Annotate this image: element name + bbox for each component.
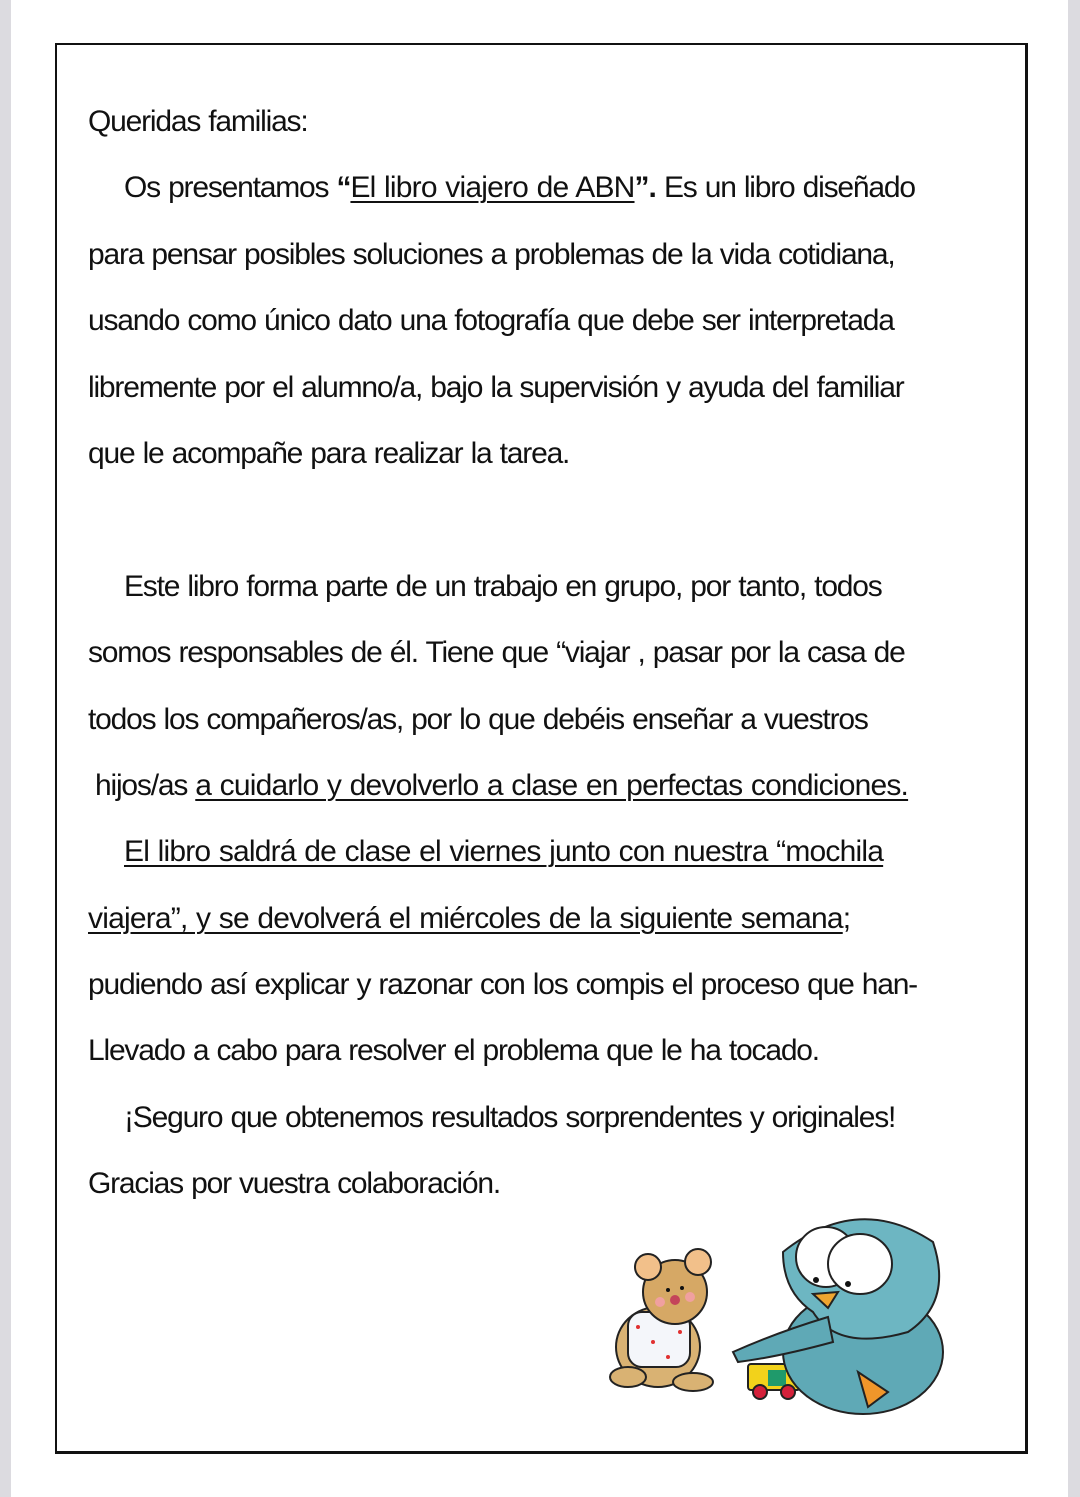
emphasized-text: El libro viajero de ABN — [350, 171, 635, 205]
text-segment: Os presentamos — [124, 171, 337, 205]
letter-line — [88, 687, 1018, 753]
text-segment: ; — [842, 901, 850, 935]
letter-line — [88, 819, 1018, 885]
letter-line — [88, 487, 1018, 553]
letter-line — [88, 89, 1018, 155]
letter-line — [88, 1085, 1018, 1151]
text-segment: pudiendo así explicar y razonar con los compis el proceso que han- — [88, 968, 917, 1002]
text-segment: ¡Seguro que obtenemos resultados sorprendentes y originales! — [124, 1100, 896, 1134]
text-segment: somos responsables de él. Tiene que “viajar , pasar por la casa de — [88, 636, 905, 670]
emphasized-text: El libro saldrá de clase el viernes junto con nuestra “mochila — [124, 835, 884, 869]
owl-and-mouse-illustration — [598, 1192, 963, 1417]
text-segment: Queridas familias: — [88, 105, 308, 138]
text-segment: que le acompañe para realizar la tarea. — [88, 436, 570, 470]
letter-line — [88, 886, 1018, 952]
letter-line — [88, 421, 1018, 487]
right-scrollbar-track[interactable] — [1068, 0, 1080, 1497]
text-segment: usando como único dato una fotografía que debe ser interpretada — [88, 304, 894, 338]
letter-line — [88, 288, 1018, 354]
letter-body — [88, 89, 1018, 1218]
emphasized-text: viajera”, y se devolverá el miércoles de la siguiente semana — [88, 901, 843, 935]
mouse-icon — [610, 1249, 713, 1391]
text-segment: todos los compañeros/as, por lo que debéis enseñar a vuestros — [88, 702, 868, 736]
text-segment: libremente por el alumno/a, bajo la supervisión y ayuda del familiar — [88, 370, 904, 404]
text-segment: para pensar posibles soluciones a problemas de la vida cotidiana, — [88, 237, 895, 271]
text-segment: Llevado a cabo para resolver el problema que le ha tocado. — [88, 1034, 819, 1068]
text-segment: Gracias por vuestra colaboración. — [88, 1167, 500, 1201]
letter-line — [88, 355, 1018, 421]
emphasized-text: a cuidarlo y devolverlo a clase en perfectas condiciones. — [195, 768, 909, 802]
letter-line — [88, 620, 1018, 686]
left-margin — [0, 0, 11, 1497]
letter-line — [88, 554, 1018, 620]
letter-line — [88, 753, 1018, 819]
text-segment: “ — [336, 171, 351, 205]
letter-line — [88, 1018, 1018, 1084]
letter-line — [88, 222, 1018, 288]
text-segment: Es un libro diseñado — [655, 171, 915, 205]
text-segment: hijos/as — [95, 768, 196, 802]
letter-line — [88, 952, 1018, 1018]
letter-line — [88, 155, 1018, 221]
text-segment: Este libro forma parte de un trabajo en grupo, por tanto, todos — [124, 569, 882, 603]
text-segment: ”. — [634, 171, 656, 205]
